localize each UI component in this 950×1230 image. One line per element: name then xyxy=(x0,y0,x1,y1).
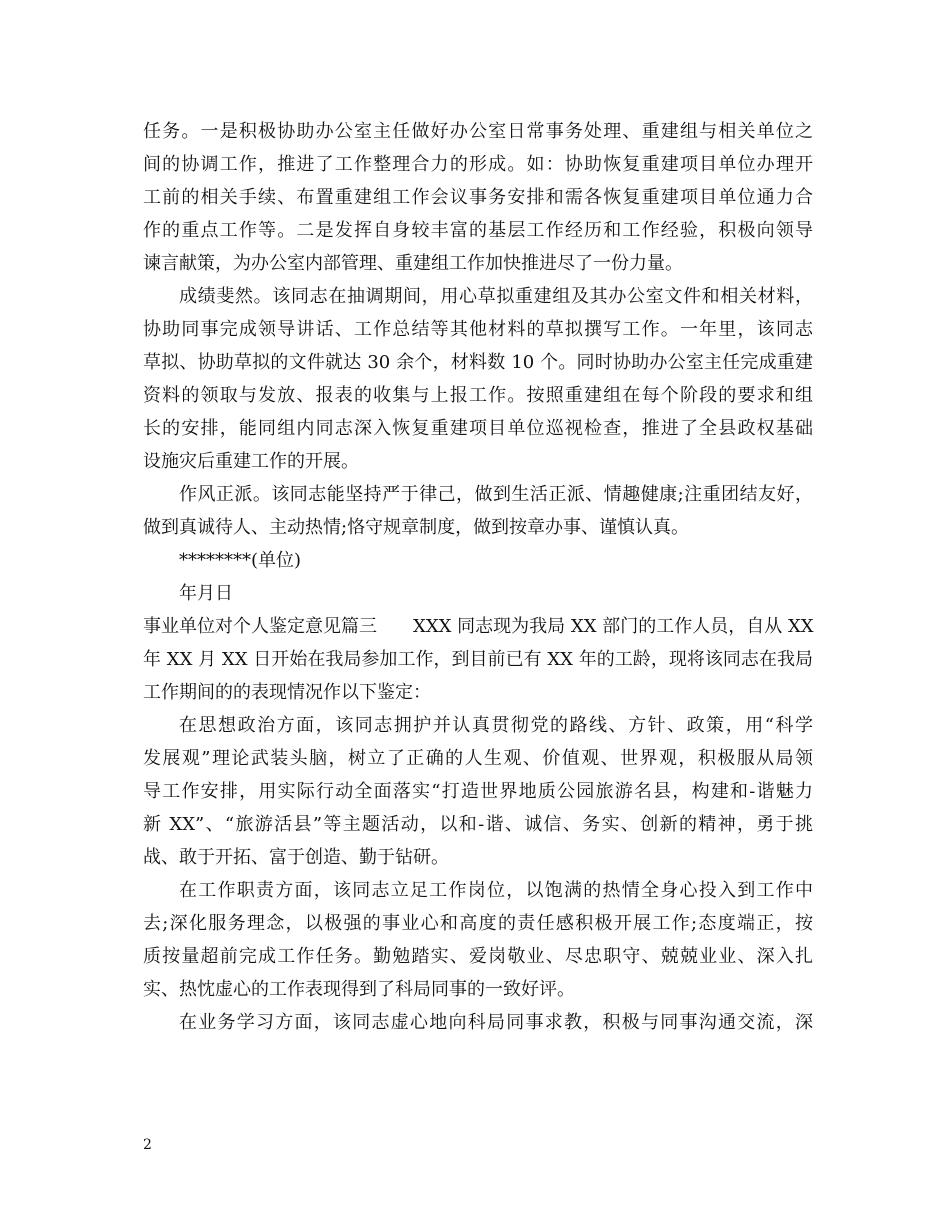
text-line: 设施灾后重建工作的开展。 xyxy=(143,451,359,472)
text-line: 长的安排，能同组内同志深入恢复重建项目单位巡视检查，推进了全县政权基础 xyxy=(143,418,813,439)
signature-date: 年月日 xyxy=(179,583,233,604)
text-line: 做到真诚待人、主动热情;恪守规章制度，做到按章办事、谨慎认真。 xyxy=(143,517,690,538)
paragraph-first-line: 在思想政治方面，该同志拥护并认真贯彻党的路线、方针、政策，用“科学 xyxy=(179,715,813,736)
text-line: 导工作安排，用实际行动全面落实“打造世界地质公园旅游名县，构建和-谐魅力 xyxy=(143,781,813,802)
paragraph-first-line: 作风正派。该同志能坚持严于律己，做到生活正派、情趣健康;注重团结友好， xyxy=(179,484,813,505)
paragraph-first-line: 在业务学习方面，该同志虚心地向科局同事求教，积极与同事沟通交流，深 xyxy=(179,1012,813,1033)
text-line: 工前的相关手续、布置重建组工作会议事务安排和需各恢复重建项目单位通力合 xyxy=(143,187,813,208)
paragraph-first-line: 成绩斐然。该同志在抽调期间，用心草拟重建组及其办公室文件和相关材料， xyxy=(179,286,813,307)
text-line: 间的协调工作，推进了工作整理合力的形成。如：协助恢复重建项目单位办理开 xyxy=(143,154,813,175)
document-body xyxy=(143,115,813,1039)
text-line: 作的重点工作等。二是发挥自身较丰富的基层工作经历和工作经验，积极向领导 xyxy=(143,220,813,241)
text-line: 战、敢于开拓、富于创造、勤于钻研。 xyxy=(143,847,449,868)
signature-unit: ********(单位) xyxy=(179,550,302,571)
text-line: 资料的领取与发放、报表的收集与上报工作。按照重建组在每个阶段的要求和组 xyxy=(143,385,813,406)
text-line: 协助同事完成领导讲话、工作总结等其他材料的草拟撰写工作。一年里，该同志 xyxy=(143,319,813,340)
text-line: 发展观”理论武装头脑，树立了正确的人生观、价值观、世界观，积极服从局领 xyxy=(143,748,813,769)
text-line: 新 XX”、“旅游活县”等主题活动，以和-谐、诚信、务实、创新的精神，勇于挑 xyxy=(143,814,813,835)
text-line: 谏言献策，为办公室内部管理、重建组工作加快推进尽了一份力量。 xyxy=(143,253,683,274)
text-line: 去;深化服务理念，以极强的事业心和高度的责任感积极开展工作;态度端正，按 xyxy=(143,913,813,934)
page-number: 2 xyxy=(143,1137,152,1153)
text-line: 实、热忱虚心的工作表现得到了科局同事的一致好评。 xyxy=(143,979,575,1000)
section-heading-line: 事业单位对个人鉴定意见篇三 XXX 同志现为我局 XX 部门的工作人员，自从 XX xyxy=(143,616,814,637)
text-line: 工作期间的的表现情况作以下鉴定： xyxy=(143,682,431,703)
text-line: 草拟、协助草拟的文件就达 30 余个，材料数 10 个。同时协助办公室主任完成重建 xyxy=(143,352,813,373)
paragraph-first-line: 在工作职责方面，该同志立足工作岗位，以饱满的热情全身心投入到工作中 xyxy=(179,880,813,901)
text-line: 任务。一是积极协助办公室主任做好办公室日常事务处理、重建组与相关单位之 xyxy=(143,121,813,142)
text-line: 质按量超前完成工作任务。勤勉踏实、爱岗敬业、尽忠职守、兢兢业业、深入扎 xyxy=(143,946,813,967)
text-line: 年 XX 月 XX 日开始在我局参加工作，到目前已有 XX 年的工龄，现将该同志在我局 xyxy=(143,649,813,670)
